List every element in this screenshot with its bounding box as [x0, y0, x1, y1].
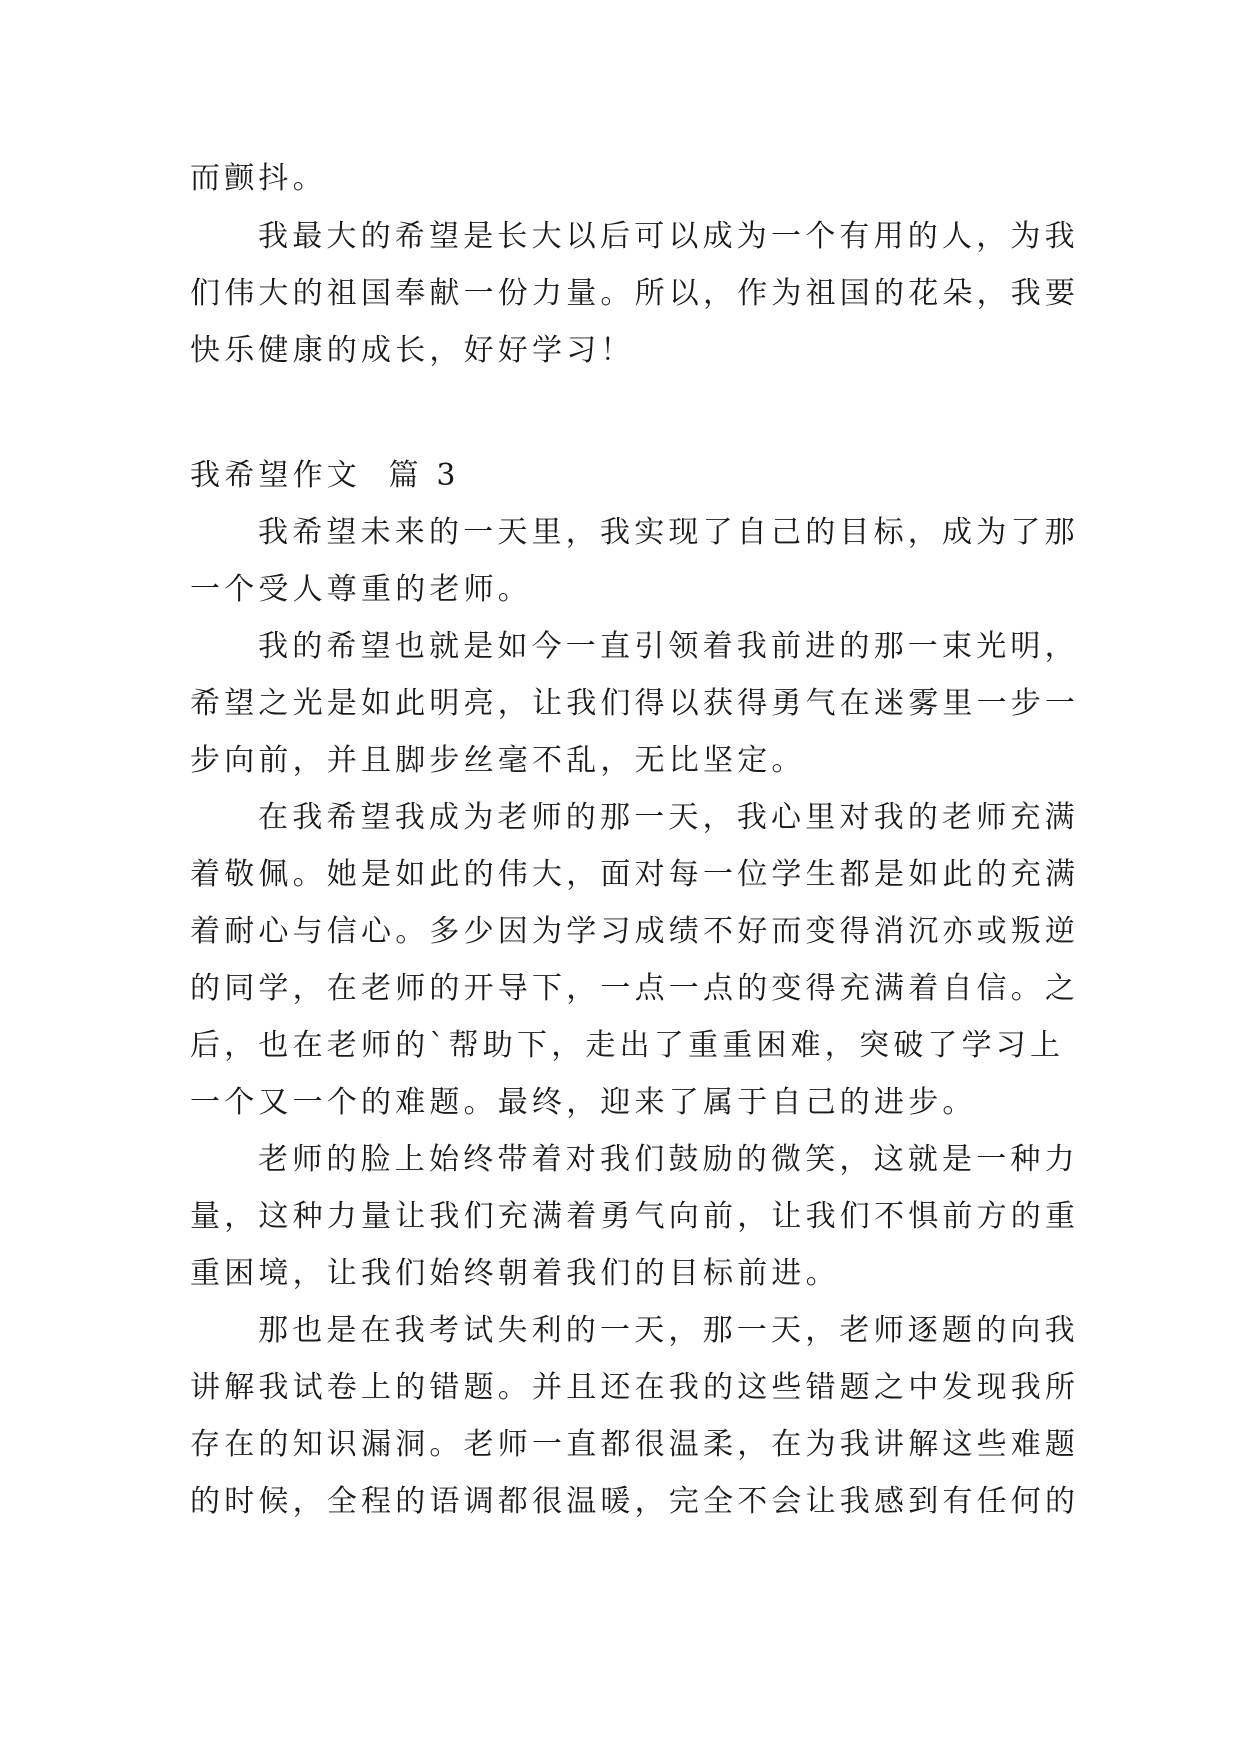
text-line: 存在的知识漏洞。老师一直都很温柔，在为我讲解这些难题 — [190, 1427, 1080, 1462]
text-line: 老师的脸上始终带着对我们鼓励的微笑，这就是一种力 — [258, 1142, 1079, 1177]
text-line: 希望之光是如此明亮，让我们得以获得勇气在迷雾里一步一 — [190, 686, 1080, 721]
section-title: 我希望作文 篇 3 — [190, 458, 460, 493]
text-line: 而颤抖。 — [190, 161, 327, 196]
text-line: 步向前，并且脚步丝毫不乱，无比坚定。 — [190, 743, 806, 778]
paragraph — [190, 1131, 1080, 1302]
text-line: 一个又一个的难题。最终，迎来了属于自己的进步。 — [190, 1085, 977, 1120]
paragraph — [190, 789, 1080, 1131]
text-line: 的时候，全程的语调都很温暖，完全不会让我感到有任何的 — [190, 1484, 1080, 1519]
text-line: 我的希望也就是如今一直引领着我前进的那一束光明， — [258, 629, 1079, 664]
text-line: 们伟大的祖国奉献一份力量。所以，作为祖国的花朵，我要 — [190, 276, 1080, 311]
paragraph — [190, 208, 1080, 379]
text-line: 一个受人尊重的老师。 — [190, 572, 532, 607]
text-line: 着敬佩。她是如此的伟大，面对每一位学生都是如此的充满 — [190, 857, 1080, 892]
text-line: 在我希望我成为老师的那一天，我心里对我的老师充满 — [258, 800, 1079, 835]
text-line: 我希望未来的一天里，我实现了自己的目标，成为了那 — [258, 515, 1079, 550]
text-line: 快乐健康的成长，好好学习！ — [190, 333, 635, 368]
section-heading — [190, 447, 1070, 504]
text-line: 量，这种力量让我们充满着勇气向前，让我们不惧前方的重 — [190, 1199, 1080, 1234]
paragraph — [190, 504, 1079, 618]
text-line: 的同学，在老师的开导下，一点一点的变得充满着自信。之 — [190, 971, 1080, 1006]
text-line: 讲解我试卷上的错题。并且还在我的这些错题之中发现我所 — [190, 1370, 1080, 1405]
paragraph — [190, 1302, 1080, 1530]
paragraph — [190, 618, 1080, 789]
text-line: 后，也在老师的`帮助下，走出了重重困难，突破了学习上 — [190, 1028, 1065, 1063]
text-line: 那也是在我考试失利的一天，那一天，老师逐题的向我 — [258, 1313, 1079, 1348]
text-line: 重困境，让我们始终朝着我们的目标前进。 — [190, 1256, 840, 1291]
text-line: 我最大的希望是长大以后可以成为一个有用的人，为我 — [258, 219, 1079, 254]
continuation-text — [190, 150, 1070, 207]
text-line: 着耐心与信心。多少因为学习成绩不好而变得消沉亦或叛逆 — [190, 914, 1080, 949]
